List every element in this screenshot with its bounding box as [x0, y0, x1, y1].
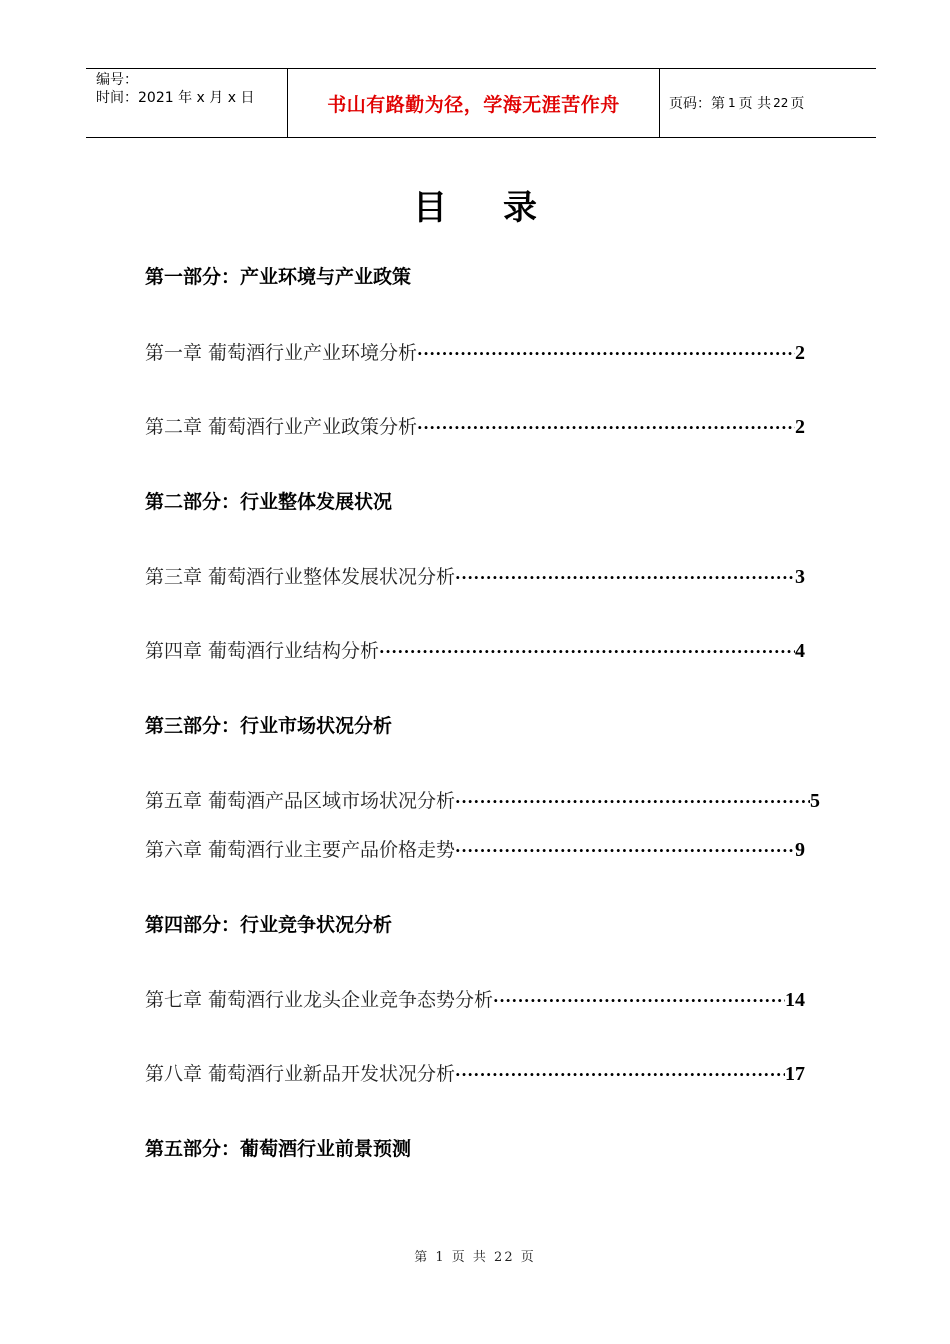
toc-page-number: 2 [795, 342, 805, 364]
toc-chapter-label: 第二章 葡萄酒行业产业政策分析 [145, 416, 418, 438]
toc-chapter-label: 第八章 葡萄酒行业新品开发状况分析 [145, 1063, 456, 1085]
toc-leader-dots [417, 418, 795, 437]
toc-page-number: 9 [795, 839, 805, 861]
toc-page-number: 3 [795, 566, 805, 588]
toc-chapter-label: 第四章 葡萄酒行业结构分析 [145, 640, 380, 662]
page-title [0, 180, 950, 229]
toc-leader-dots [455, 568, 795, 587]
page-footer: 第 1 页 共 22 页 [414, 1250, 536, 1265]
toc-chapter-label: 第六章 葡萄酒行业主要产品价格走势 [145, 839, 456, 861]
page-suffix: 页 [790, 96, 805, 112]
page-current: 1 [728, 96, 736, 110]
page-header [86, 68, 876, 138]
toc-leader-dots [455, 841, 795, 860]
toc-chapter-label: 第七章 葡萄酒行业龙头企业竞争态势分析 [145, 989, 494, 1011]
toc-leader-dots [417, 344, 795, 363]
header-page-info [660, 69, 876, 137]
document-number-label: 编号： [96, 72, 138, 88]
document-time-label: 时间：2021 年 x 月 x 日 [96, 90, 255, 106]
toc-page-number: 2 [795, 416, 805, 438]
title-char-2: 录 [503, 188, 537, 228]
header-meta [86, 69, 287, 137]
toc-leader-dots [379, 642, 795, 661]
toc-page-number: 5 [810, 790, 820, 812]
toc-part-5[interactable]: 第五部分：葡萄酒行业前景预测 [145, 1138, 412, 1160]
toc-chapter-label: 第一章 葡萄酒行业产业环境分析 [145, 342, 418, 364]
toc-part-3[interactable]: 第三部分：行业市场状况分析 [145, 715, 393, 737]
title-char-1: 目 [413, 188, 447, 228]
toc-page-number: 17 [785, 1063, 805, 1085]
toc-chapter-3[interactable] [145, 562, 805, 589]
toc-chapter-label: 第五章 葡萄酒产品区域市场状况分析 [145, 790, 456, 812]
toc-chapter-8[interactable] [145, 1059, 805, 1086]
toc-page-number: 14 [785, 989, 805, 1011]
toc-chapter-4[interactable] [145, 636, 805, 663]
toc-leader-dots [493, 991, 785, 1010]
page-total: 22 [773, 96, 789, 110]
toc-part-2[interactable]: 第二部分：行业整体发展状况 [145, 491, 393, 513]
toc-part-1[interactable]: 第一部分：产业环境与产业政策 [145, 266, 412, 288]
toc-part-4[interactable]: 第四部分：行业竞争状况分析 [145, 914, 393, 936]
toc-leader-dots [455, 792, 810, 811]
page-mid: 页 共 [738, 96, 772, 112]
toc-page-number: 4 [795, 640, 805, 662]
page-prefix: 页码：第 [669, 96, 725, 112]
header-motto: 书山有路勤为径，学海无涯苦作舟 [287, 69, 660, 137]
toc-chapter-6[interactable] [145, 835, 805, 862]
toc-chapter-2[interactable] [145, 412, 805, 439]
toc-chapter-1[interactable] [145, 338, 805, 365]
toc-chapter-5[interactable] [145, 786, 820, 813]
toc-leader-dots [455, 1065, 785, 1084]
toc-chapter-7[interactable] [145, 985, 805, 1012]
toc-chapter-label: 第三章 葡萄酒行业整体发展状况分析 [145, 566, 456, 588]
